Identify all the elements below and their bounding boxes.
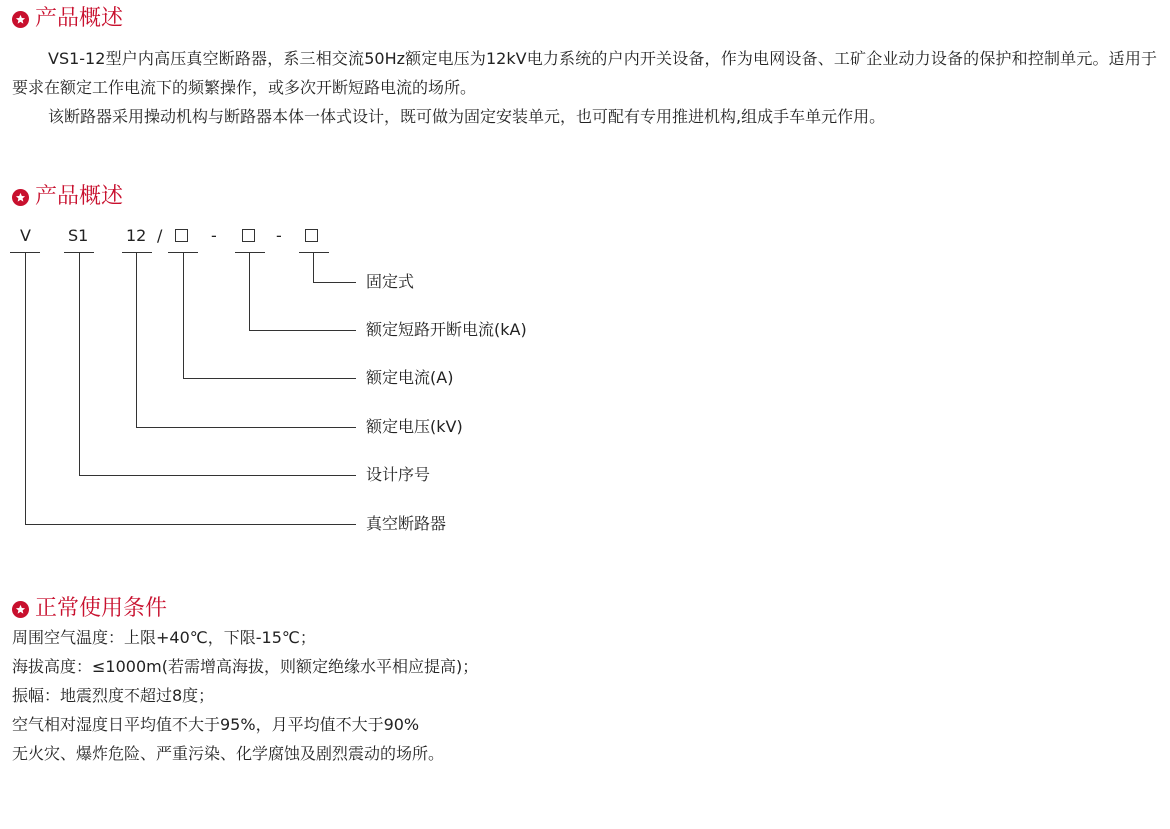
overview-paragraph: 该断路器采用操动机构与断路器本体一体式设计，既可做为固定安装单元，也可配有专用推进机构,组成手车单元作用。: [48, 107, 886, 126]
list-item: 周围空气温度：上限+40℃，下限-15℃；: [12, 628, 316, 647]
leader-line-design-number: [80, 253, 357, 476]
leader-line-breaking-current: [250, 253, 357, 331]
section-heading-conditions: [12, 594, 167, 624]
list-item: 空气相对湿度日平均值不大于95%，月平均值不大于90%: [12, 715, 420, 734]
legend-label-fixed-type: 固定式: [366, 272, 415, 291]
legend-label-rated-voltage: 额定电压(kV): [366, 417, 463, 436]
code-slash: /: [157, 226, 163, 245]
code-dash: -: [211, 226, 217, 245]
code-v: V: [20, 226, 31, 245]
list-item: 海拔高度：≤1000m(若需增高海拔，则额定绝缘水平相应提高)；: [12, 657, 479, 676]
section-heading-overview: [12, 4, 123, 34]
overview-paragraph: VS1-12型户内高压真空断路器，系三相交流50Hz额定电压为12kV电力系统的户内开关设备，作为电网设备、工矿企业动力设备的保护和控制单元。适用于要求在额定工作电流下的频繁操作，或多次开断短路电流的场所。: [12, 49, 1157, 97]
legend-label-rated-current: 额定电流(A): [366, 368, 454, 387]
legend-label-breaking-current: 额定短路开断电流(kA): [366, 320, 527, 339]
legend-label-vacuum-breaker: 真空断路器: [366, 514, 447, 533]
section-title: 产品概述: [35, 184, 124, 209]
placeholder-box: [175, 229, 188, 242]
section-title: 正常使用条件: [35, 596, 168, 621]
section-title: 产品概述: [35, 6, 124, 31]
list-item: 无火灾、爆炸危险、严重污染、化学腐蚀及剧烈震动的场所。: [12, 744, 445, 763]
placeholder-box: [242, 229, 255, 242]
list-item: 振幅：地震烈度不超过8度；: [12, 686, 215, 705]
leader-line-rated-voltage: [137, 253, 357, 428]
placeholder-box: [305, 229, 318, 242]
leader-line-vacuum-breaker: [26, 253, 357, 525]
star-in-circle-icon: [12, 189, 29, 206]
code-s1: S1: [68, 226, 89, 245]
code-rating: 12: [126, 226, 147, 245]
legend-label-design-number: 设计序号: [366, 465, 431, 484]
leader-line-fixed-type: [314, 253, 357, 283]
star-in-circle-icon: [12, 601, 29, 618]
section-heading-model-code: [12, 182, 123, 212]
star-in-circle-icon: [12, 11, 29, 28]
overview-text: [12, 44, 1157, 131]
leader-line-rated-current: [184, 253, 357, 379]
code-dash: -: [276, 226, 282, 245]
conditions-list: [12, 623, 478, 768]
